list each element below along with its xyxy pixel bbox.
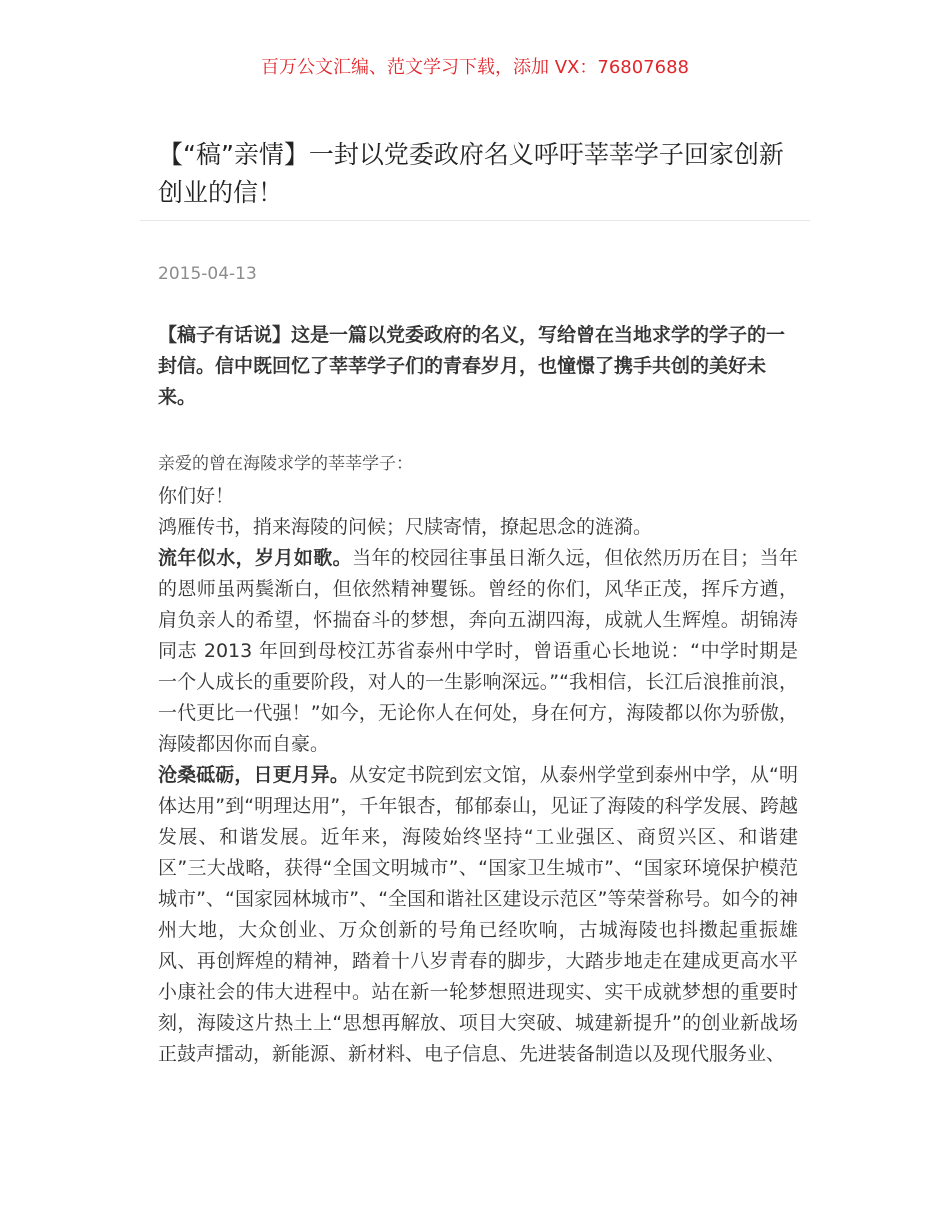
editor-intro: 【稿子有话说】这是一篇以党委政府的名义，写给曾在当地求学的学子的一封信。信中既回忆了莘莘学子们的青春岁月，也憧憬了携手共创的美好未来。: [158, 324, 786, 408]
paragraph-2-lead: 沧桑砥砺，日更月异。: [158, 764, 349, 786]
letter-body: [158, 450, 798, 1070]
letter-opening: 鸿雁传书，捎来海陵的问候；尺牍寄情，撩起思念的涟漪。: [158, 516, 653, 538]
publish-date: 2015-04-13: [158, 264, 257, 284]
paragraph-2-body: 从安定书院到宏文馆，从泰州学堂到泰州中学，从“明体达用”到“明理达用”，千年银杏，郁郁泰山，见证了海陵的科学发展、跨越发展、和谐发展。近年来，海陵始终坚持“工业强区、商贸兴区、和谐建区”三大战略，获得“全国文明城市”、“国家卫生城市”、“国家环境保护模范城市”、“国家园林城市”、“全国和谐社区建设示范区”等荣誉称号。如今的神州大地，大众创业、万众创新的号角已经吹响，古城海陵也抖擞起重振雄风、再创辉煌的精神，踏着十八岁青春的脚步，大踏步地走在建成更高水平小康社会的伟大进程中。站在新一轮梦想照进现实、实干成就梦想的重要时刻，海陵这片热土上“思想再解放、项目大突破、城建新提升”的创业新战场正鼓声擂动，新能源、新材料、电子信息、先进装备制造以及现代服务业、: [158, 764, 798, 1065]
paragraph-1-lead: 流年似水，岁月如歌。: [158, 547, 353, 569]
letter-salutation: 亲爱的曾在海陵求学的莘莘学子：: [158, 454, 413, 474]
title-divider: [140, 220, 810, 221]
paragraph-1-body: 当年的校园往事虽日渐久远，但依然历历在目；当年的恩师虽两鬓渐白，但依然精神矍铄。曾经的你们，风华正茂，挥斥方遒，肩负亲人的希望，怀揣奋斗的梦想，奔向五湖四海，成就人生辉煌。胡锦涛同志 2013 年回到母校江苏省泰州中学时，曾语重心长地说：“中学时期是一个人成长的重要阶段，对人的一生影响深远。”“我相信，长江后浪推前浪，一代更比一代强！”如今，无论你人在何处，身在何方，海陵都以你为骄傲，海陵都因你而自豪。: [158, 547, 798, 755]
letter-paragraph-2: [158, 760, 798, 1070]
letter-paragraph-1: [158, 543, 798, 760]
watermark-banner: 百万公文汇编、范文学习下载，添加 VX：76807688: [261, 57, 689, 78]
letter-greeting: 你们好！: [158, 485, 235, 507]
article-title: 【“稿”亲情】一封以党委政府名义呼吁莘莘学子回家创新创业的信！: [158, 140, 784, 207]
